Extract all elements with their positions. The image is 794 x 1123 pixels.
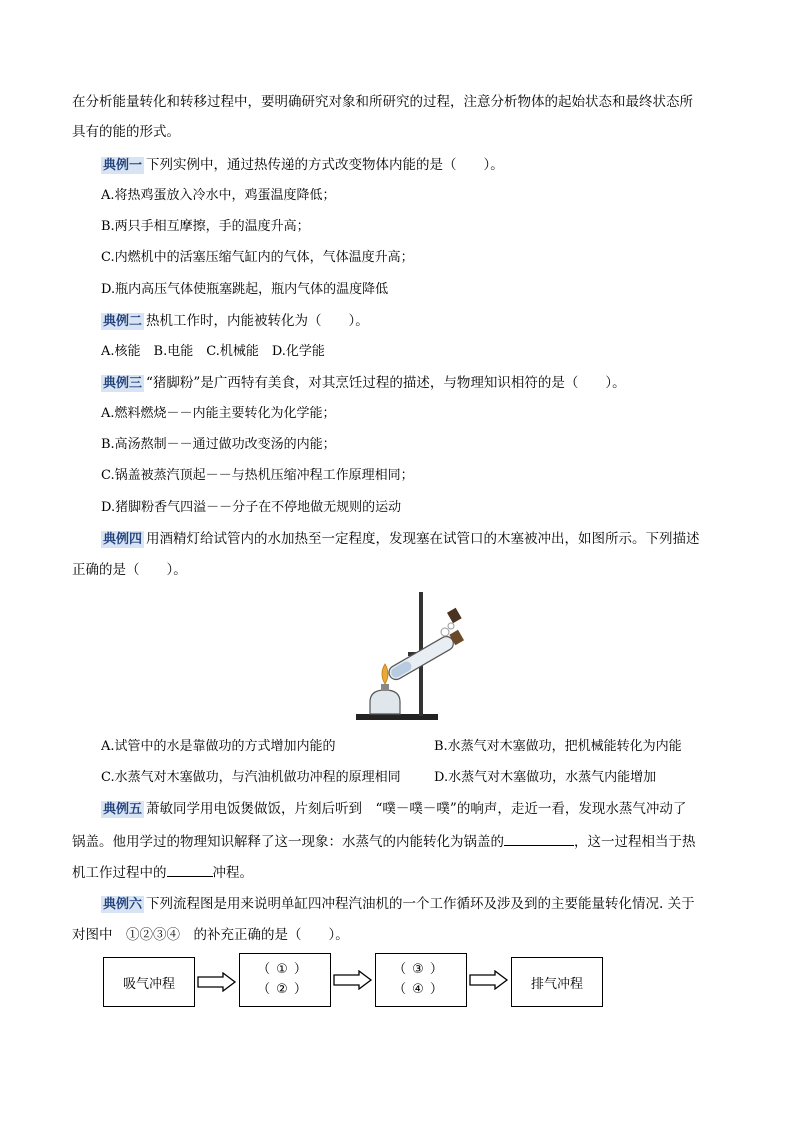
example-4-text-1: 用酒精灯给试管内的水加热至一定程度，发现塞在试管口的木塞被冲出，如图所示。下列描述 [146,531,700,547]
flow-box-stage-3 [375,953,467,1007]
flow-box-exhaust [511,957,603,1007]
flow-arrow-1-icon [197,972,237,992]
example-6-question [101,894,695,915]
intro-line-1: 在分析能量转化和转移过程中，要明确研究对象和所研究的过程，注意分析物体的起始状态和最终状态所 [72,94,693,110]
example-4-option-d: D.水蒸气对木塞做功，水蒸气内能增加 [434,770,657,785]
example-5-text-3b: 冲程。 [212,865,253,881]
example-1-tag: 典例一 [103,158,143,173]
example-4-tag: 典例四 [103,532,143,547]
example-5-tag: 典例五 [103,802,143,817]
example-5-text-1: 萧敏同学用电饭煲做饭，片刻后听到 “噗－噗－噗”的响声，走近一看，发现水蒸气冲动了 [146,801,687,817]
ejected-cork [447,608,462,623]
example-5-text-2b: ，这一过程相当于热 [574,834,696,850]
stand-base [356,714,438,720]
example-2-options: A.核能 B.电能 C.机械能 D.化学能 [101,344,325,359]
example-2-text: 热机工作时，内能被转化为（ ）。 [146,313,369,329]
example-4-option-c: C.水蒸气对木塞做功，与汽油机做功冲程的原理相同 [101,770,401,785]
answer-blank-1[interactable] [504,831,574,846]
example-1-option-b: B.两只手相互摩擦，手的温度升高； [101,219,310,234]
example-5-text-2 [72,831,696,852]
example-1-text: 下列实例中，通过热传递的方式改变物体内能的是（ ）。 [146,157,504,173]
example-4-option-a: A.试管中的水是靠做功的方式增加内能的 [101,739,336,754]
flow-arrow-2-icon [333,970,373,990]
flame-icon [382,664,388,684]
example-5-text-3a: 机工作过程中的 [72,865,167,881]
flow-arrow-3-icon [469,970,509,990]
example-4-question [101,529,700,550]
example-3-option-d: D.猪脚粉香气四溢－－分子在不停地做无规则的运动 [101,500,402,515]
flow-box-stage-2 [239,953,331,1007]
example-3-question [101,373,626,394]
flow-box-intake [103,957,195,1007]
flow-box-intake-label: 吸气冲程 [122,976,175,992]
example-2-question [101,311,369,332]
example-2-tag: 典例二 [103,314,143,329]
example-3-option-a: A.燃料燃烧－－内能主要转化为化学能； [101,406,336,421]
flow-slot-2: （②） [257,982,313,997]
example-5-question [101,799,686,820]
alcohol-lamp [370,690,400,714]
flow-box-exhaust-label: 排气冲程 [530,976,583,992]
example-1-option-c: C.内燃机中的活塞压缩气缸内的气体，气体温度升高； [101,250,414,265]
example-6-text-2: 对图中 ①②③④ 的补充正确的是（ ）。 [72,927,349,943]
example-3-option-b: B.高汤熬制－－通过做功改变汤的内能； [101,437,336,452]
example-5-text-3 [72,862,253,883]
example-6-tag: 典例六 [103,897,143,912]
flow-slot-3: （③） [393,962,449,977]
test-tube-apparatus-figure [350,590,480,725]
example-5-text-2a: 锅盖。他用学过的物理知识解释了这一现象：水蒸气的内能转化为锅盖的 [72,834,504,850]
example-4-option-b: B.水蒸气对木塞做功，把机械能转化为内能 [434,739,682,754]
example-1-question [101,155,504,176]
example-3-text: “猪脚粉”是广西特有美食，对其烹饪过程的描述，与物理知识相符的是（ ）。 [146,375,626,391]
example-1-option-a: A.将热鸡蛋放入冷水中，鸡蛋温度降低； [101,188,336,203]
example-6-text-1: 下列流程图是用来说明单缸四冲程汽油机的一个工作循环及涉及到的主要能量转化情况. 关于 [146,896,695,912]
example-4-text-2: 正确的是（ ）。 [72,562,187,578]
answer-blank-2[interactable] [167,862,213,877]
flow-slot-4: （④） [393,982,449,997]
example-1-option-d: D.瓶内高压气体使瓶塞跳起，瓶内气体的温度降低 [101,282,389,297]
test-tube [387,629,465,682]
intro-line-2: 具有的能的形式。 [72,124,180,140]
flow-slot-1: （①） [257,962,313,977]
example-3-tag: 典例三 [103,376,143,391]
example-3-option-c: C.锅盖被蒸汽顶起－－与热机压缩冲程工作原理相同； [101,468,414,483]
